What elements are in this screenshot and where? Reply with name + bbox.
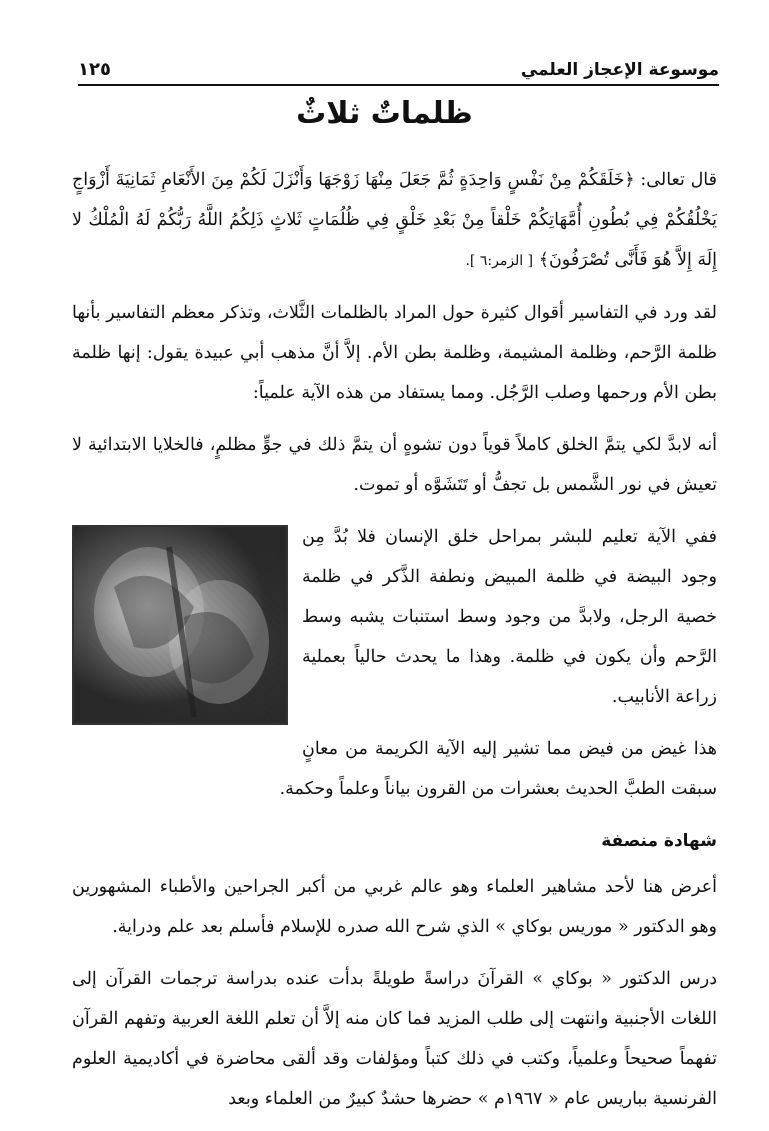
chapter-title: ظلماتٌ ثلاثٌ	[296, 96, 473, 131]
embryo-image-graphic	[74, 527, 286, 723]
ivf-paragraph: ففي الآية تعليم للبشر بمراحل خلق الإنسان فلا بُدَّ مِن وجود البيضة في ظلمة المبيض ونطفة الذَّكر في ظلمة خصية الرجل، ولابدَّ من وجود وسط استنبات يشبه وسط الرَّحم وأن يكون في ظلمة. وهذا ما يحدث حالياً بعملية زراعة الأنابيب.	[302, 527, 717, 707]
bucaille-intro-paragraph: أعرض هنا لأحد مشاهير العلماء وهو عالم غربي من أكبر الجراحين والأطباء المشهورين وهو الدكتور « موريس بوكاي » الذي شرح الله صدره للإسلام فأسلم بعد علم ودراية.	[72, 877, 717, 937]
quran-verse: ﴿خَلَقَكُمْ مِنْ نَفْسٍ وَاحِدَةٍ ثُمَّ جَعَلَ مِنْهَا زَوْجَهَا وَأَنْزَلَ لَكُمْ مِنَ الأَنْعَامِ ثَمَانِيَةَ أَزْوَاجٍ يَخْلُقُكُمْ فِي بُطُونِ أُمَّهَاتِكُمْ خَلْقاً مِنْ بَعْدِ خَلْقٍ فِي ظُلُمَاتٍ ثَلاثٍ ذَلِكُمُ اللَّهُ رَبُّكُمْ لَهُ الْمُلْكُ لا إِلَهَ إِلاَّ هُوَ فَأَنَّى تُصْرَفُونَ﴾	[72, 170, 717, 270]
bucaille-study-paragraph: درس الدكتور « بوكاي » القرآنَ دراسةً طويلةً بدأت عنده بدراسة ترجمات القرآن إلى اللغات الأجنبية وانتهت إلى طلب المزيد فما كان منه إلاَّ أن تعلم اللغة العربية وتفهم القرآن تفهماً صحيحاً وعلمياً، وكتب في ذلك كتباً ومؤلفات وقد ألقى محاضرة في أكاديمية العلوم الفرنسية بباريس عام « ١٩٦٧م » حضرها حشدٌ كبيرٌ من العلماء وبعد	[72, 969, 717, 1109]
embryo-image	[72, 525, 288, 725]
page-number: ١٢٥	[78, 59, 111, 80]
verse-intro: قال تعالى:	[640, 170, 717, 190]
book-title: موسوعة الإعجاز العلمي	[520, 60, 719, 80]
section-heading: شهادة منصفة	[601, 831, 717, 851]
scientific-benefit-paragraph: أنه لابدَّ لكي يتمَّ الخلق كاملاً قوياً دون تشوهٍ أن يتمَّ ذلك في جوٍّ مظلمٍ، فالخلايا الابتدائية لا تعيش في نور الشَّمس بل تجفُّ أو تَتَشَوَّه أو تموت.	[72, 435, 717, 495]
page-body	[72, 160, 717, 1131]
tafsir-paragraph: لقد ورد في التفاسير أقوال كثيرة حول المراد بالظلمات الثَّلاث، وتذكر معظم التفاسير بأنها ظلمة الرَّحم، وظلمة المشيمة، وظلمة بطن الأم. إلاَّ أنَّ مذهب أبي عبيدة يقول: إنها ظلمة بطن الأم ورحمها وصلب الرَّجُل. ومما يستفاد من هذه الآية علمياً:	[72, 303, 717, 403]
verse-reference: [ الزمر:٦ ].	[465, 253, 534, 269]
page-header	[78, 50, 719, 86]
conclusion-paragraph: هذا غيض من فيض مما تشير إليه الآية الكريمة من معانٍ سبقت الطبَّ الحديث بعشرات من القرون بياناً وعلماً وحكمة.	[279, 739, 717, 799]
verse-paragraph	[72, 160, 717, 281]
